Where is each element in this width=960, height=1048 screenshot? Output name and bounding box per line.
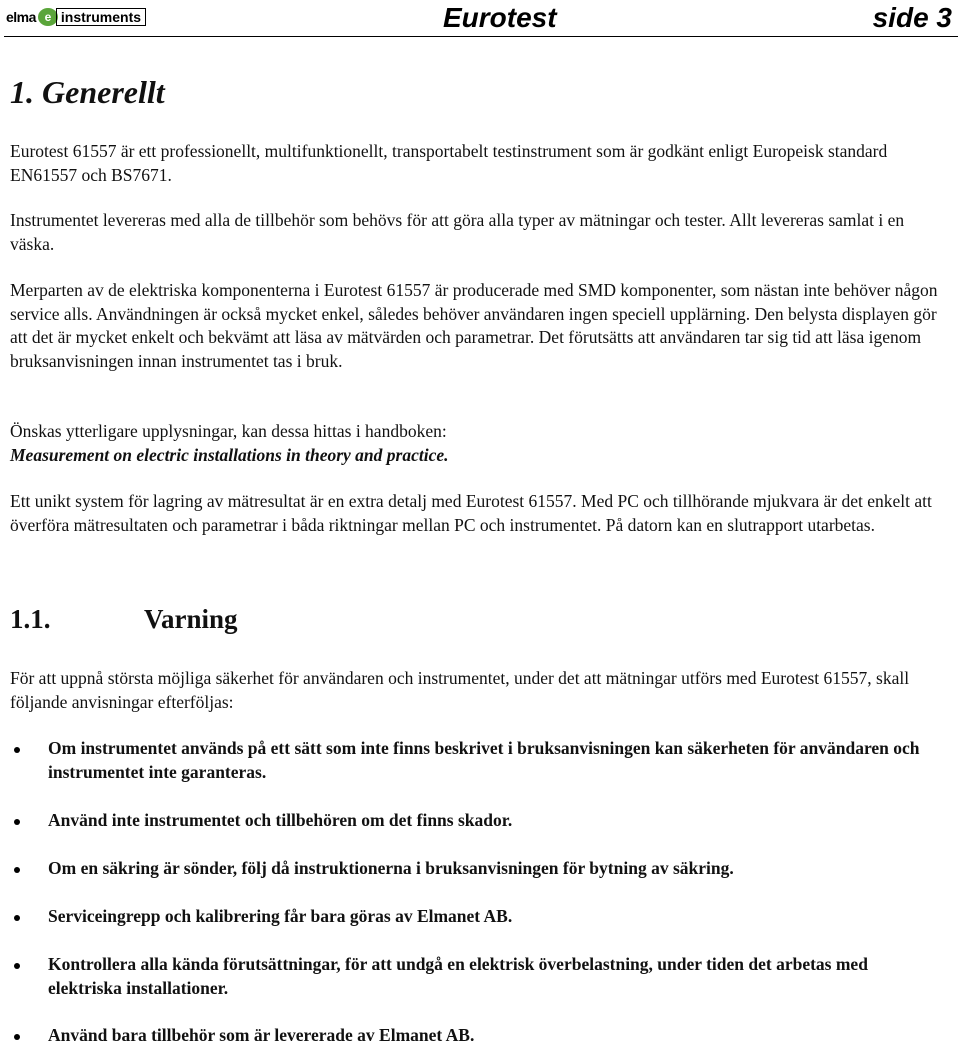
header-divider (4, 36, 958, 37)
section-number: 1.1. (10, 604, 51, 634)
bullet-icon (14, 867, 20, 873)
list-item: Om en säkring är sönder, följ då instruktionerna i bruksanvisningen för bytning av säkring. (48, 857, 928, 881)
list-item: Använd bara tillbehör som är levererade av Elmanet AB. (48, 1024, 928, 1048)
logo-mark-icon: e (38, 8, 58, 26)
document-title: Eurotest (443, 2, 557, 33)
list-item: Kontrollera alla kända förutsättningar, för att undgå en elektrisk överbelastning, under tiden det arbetas med elektriska installationer. (48, 953, 928, 1000)
elma-instruments-logo (6, 8, 146, 26)
paragraph-components: Merparten av de elektriska komponenterna i Eurotest 61557 är producerade med SMD komponenter, som nästan inte behöver någon service alls. Användningen är också mycket enkel, således behöver användaren ingen speciell upplärning. Den belysta displayen gör att det är mycket enkelt och bekvämt att läsa av mätvärden och parametrar. Det förutsätts att användaren tar sig tid att läsa igenom bruksanvisningen innan instrumentet tas i bruk. (10, 280, 938, 371)
handbook-intro-text: Önskas ytterligare upplysningar, kan dessa hittas i handboken: (10, 421, 447, 441)
bullet-icon (14, 963, 20, 969)
bullet-icon (14, 747, 20, 753)
list-item: Serviceingrepp och kalibrering får bara göras av Elmanet AB. (48, 905, 928, 929)
paragraph-intro: Eurotest 61557 är ett professionellt, multifunktionellt, transportabelt testinstrument som är godkänt enligt Europeisk standard EN61557 och BS7671. (10, 141, 888, 185)
paragraph-warning-intro: För att uppnå största möjliga säkerhet för användaren och instrumentet, under det att mätningar utförs med Eurotest 61557, skall följande anvisningar efterföljas: (10, 668, 910, 712)
paragraph-handbook (10, 420, 940, 467)
handbook-title: Measurement on electric installations in theory and practice. (10, 444, 449, 465)
page-number: side 3 (872, 2, 952, 33)
paragraph-delivery: Instrumentet levereras med alla de tillbehör som behövs för att göra alla typer av mätningar och tester. Allt levereras samlat i en väska. (10, 210, 905, 254)
list-item: Använd inte instrumentet och tillbehören om det finns skador. (48, 809, 928, 833)
paragraph-storage: Ett unikt system för lagring av mätresultat är en extra detalj med Eurotest 61557. Med PC och tillhörande mjukvara är det enkelt att överföra mätresultaten och parametrar i båda riktningar mellan PC och instrumentet. På datorn kan en slutrapport utarbetas. (10, 491, 932, 535)
section-heading-generellt: 1. Generellt (10, 74, 165, 110)
logo-text-elma: elma (6, 9, 36, 25)
section-title: Varning (144, 604, 238, 634)
bullet-icon (14, 819, 20, 825)
logo-text-instruments: instruments (56, 8, 146, 26)
bullet-icon (14, 1034, 20, 1040)
bullet-icon (14, 915, 20, 921)
section-heading-varning (10, 604, 238, 635)
page-header (0, 0, 960, 38)
list-item: Om instrumentet används på ett sätt som inte finns beskrivet i bruksanvisningen kan säkerheten för användaren och instrumentet inte garanteras. (48, 737, 928, 784)
